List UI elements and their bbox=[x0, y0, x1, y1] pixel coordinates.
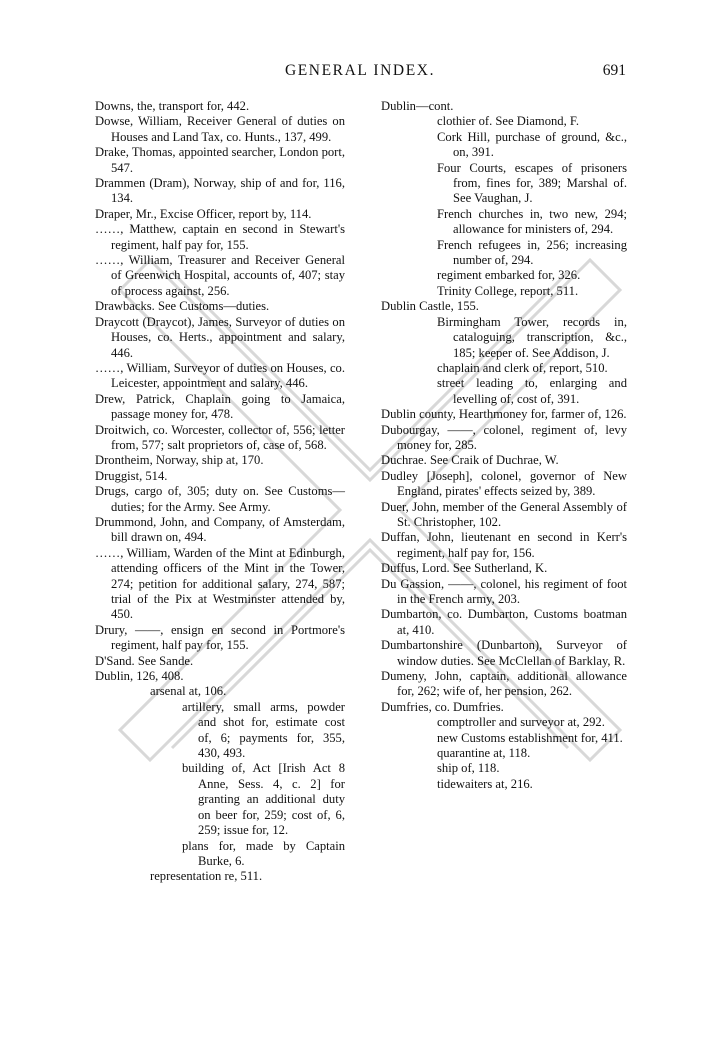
index-subentry-castle-chaplain: chaplain and clerk of, report, 510. bbox=[437, 360, 608, 375]
index-entry-dublin-cont: Dublin—cont. bbox=[381, 99, 454, 113]
index-subentry-dublin-four-courts: Four Courts, escapes of prisoners from, fines for, 389; Marshal of. See Vaughan, J. bbox=[437, 160, 627, 206]
index-entry-dublin-county: Dublin county, Hearthmoney for, farmer of, 126. bbox=[381, 407, 627, 422]
index-subentry-dublin-french-refugees: French refugees in, 256; increasing number of, 294. bbox=[437, 237, 627, 268]
index-entry-drury: Drury, ——, ensign en second in Portmore's regiment, half pay for, 155. bbox=[95, 622, 345, 653]
index-entry-duer: Duer, John, member of the General Assembly of St. Christopher, 102. bbox=[381, 499, 627, 529]
index-subentry-dublin-trinity: Trinity College, report, 511. bbox=[437, 283, 579, 298]
index-entry-drummond: Drummond, John, and Company, of Amsterdam, bill drawn on, 494. bbox=[95, 514, 345, 545]
page-number: 691 bbox=[602, 62, 626, 79]
index-entry-du-gassion: Du Gassion, ——, colonel, his regiment of foot in the French army, 203. bbox=[381, 576, 627, 606]
index-entry-dowse: Dowse, William, Receiver General of duties on Houses and Land Tax, co. Hunts., 137, 499. bbox=[95, 114, 345, 144]
index-entry-drammen: Drammen (Dram), Norway, ship of and for, 116, 134. bbox=[95, 176, 345, 206]
index-entry-dubourgay: Dubourgay, ——, colonel, regiment of, levy money for, 285. bbox=[381, 422, 627, 452]
index-entry-drawbacks: Drawbacks. See Customs—duties. bbox=[95, 299, 270, 314]
index-entry-dumbartonshire: Dumbartonshire (Dunbarton), Surveyor of window duties. See McClellan of Barklay, R. bbox=[381, 638, 627, 668]
index-subentry-dublin-artillery: artillery, small arms, powder and shot for, estimate cost of, 6; payments for, 355, 430, 493. bbox=[182, 699, 345, 761]
page-header bbox=[0, 62, 720, 84]
index-subentry-dublin-representation: representation re, 511. bbox=[150, 869, 263, 884]
index-entry-drontheim: Drontheim, Norway, ship at, 170. bbox=[95, 453, 264, 468]
index-entry-drake: Drake, Thomas, appointed searcher, London port, 547. bbox=[95, 145, 346, 175]
index-column-left bbox=[95, 99, 345, 885]
index-subentry-dumfries-ship: ship of, 118. bbox=[437, 761, 500, 776]
index-subentry-dublin-plans: plans for, made by Captain Burke, 6. bbox=[182, 838, 345, 868]
index-entry-draycott-william: ……, William, Surveyor of duties on Houses, co. Leicester, appointment and salary, 446. bbox=[95, 360, 345, 391]
index-subentry-castle-birmingham: Birmingham Tower, records in, cataloguing, transcription, &c., 185; keeper of. See Addison, J. bbox=[437, 314, 627, 360]
index-entry-duffus: Duffus, Lord. See Sutherland, K. bbox=[381, 561, 548, 576]
index-entry-drummond-william: ……, William, Warden of the Mint at Edinburgh, attending officers of the Mint in the Tower, 274; petition for additional salary, 274, 587; trial of the Pix at Westminster attended by, 450. bbox=[95, 545, 345, 622]
index-subentry-dumfries-customs: new Customs establishment for, 411. bbox=[437, 730, 623, 745]
index-subentry-dumfries-comptroller: comptroller and surveyor at, 292. bbox=[437, 715, 605, 730]
index-subentry-dumfries-quarantine: quarantine at, 118. bbox=[437, 746, 531, 761]
index-subentry-dublin-cork-hill: Cork Hill, purchase of ground, &c., on, 391. bbox=[437, 129, 627, 160]
index-subentry-dublin-building: building of, Act [Irish Act 8 Anne, Sess. 4, c. 2] for granting an additional duty on beer for, 259; cost of, 6, 259; issue for, 12. bbox=[182, 761, 345, 838]
index-entry-downs: Downs, the, transport for, 442. bbox=[95, 99, 250, 113]
index-entry-draper: Draper, Mr., Excise Officer, report by, 114. bbox=[95, 206, 312, 221]
index-column-right bbox=[381, 99, 627, 792]
index-entry-drew: Drew, Patrick, Chaplain going to Jamaica, passage money for, 478. bbox=[95, 391, 345, 422]
index-subentry-dublin-regiment: regiment embarked for, 326. bbox=[437, 268, 581, 283]
index-subentry-dublin-arsenal: arsenal at, 106. bbox=[150, 684, 227, 699]
index-entry-draycott: Draycott (Draycot), James, Surveyor of duties on Houses, co. Herts., appointment and salary, 446. bbox=[95, 314, 345, 360]
index-entry-droitwich: Droitwich, co. Worcester, collector of, 556; letter from, 577; salt proprietors of, case of, 568. bbox=[95, 422, 345, 452]
index-entry-duffan: Duffan, John, lieutenant en second in Kerr's regiment, half pay for, 156. bbox=[381, 530, 627, 560]
index-entry-drugs: Drugs, cargo of, 305; duty on. See Customs—duties; for the Army. See Army. bbox=[95, 484, 345, 514]
index-entry-duchrae: Duchrae. See Craik of Duchrae, W. bbox=[381, 453, 559, 468]
index-entry-dublin-castle: Dublin Castle, 155. bbox=[381, 299, 479, 314]
index-subentry-dumfries-tidewaiters: tidewaiters at, 216. bbox=[437, 776, 533, 791]
index-entry-dumfries: Dumfries, co. Dumfries. bbox=[381, 699, 504, 714]
index-entry-druggist: Druggist, 514. bbox=[95, 468, 168, 483]
index-entry-dumeny: Dumeny, John, captain, additional allowance for, 262; wife of, her pension, 262. bbox=[381, 669, 627, 699]
index-subentry-dublin-french-churches: French churches in, two new, 294; allowance for ministers of, 294. bbox=[437, 206, 627, 237]
index-subentry-castle-street: street leading to, enlarging and levelling of, cost of, 391. bbox=[437, 376, 627, 406]
index-entry-dublin: Dublin, 126, 408. bbox=[95, 669, 184, 684]
running-title: GENERAL INDEX. bbox=[284, 62, 436, 79]
index-entry-draper-matthew: ……, Matthew, captain en second in Stewart's regiment, half pay for, 155. bbox=[95, 222, 345, 252]
index-subentry-dublin-clothier: clothier of. See Diamond, F. bbox=[437, 114, 580, 129]
index-entry-dsand: D'Sand. See Sande. bbox=[95, 653, 194, 668]
index-entry-draper-william: ……, William, Treasurer and Receiver General of Greenwich Hospital, accounts of, 407; stay of process against, 256. bbox=[95, 253, 345, 298]
index-entry-dumbarton: Dumbarton, co. Dumbarton, Customs boatman at, 410. bbox=[381, 607, 627, 637]
index-entry-dudley: Dudley [Joseph], colonel, governor of New England, pirates' effects seized by, 389. bbox=[381, 468, 627, 499]
